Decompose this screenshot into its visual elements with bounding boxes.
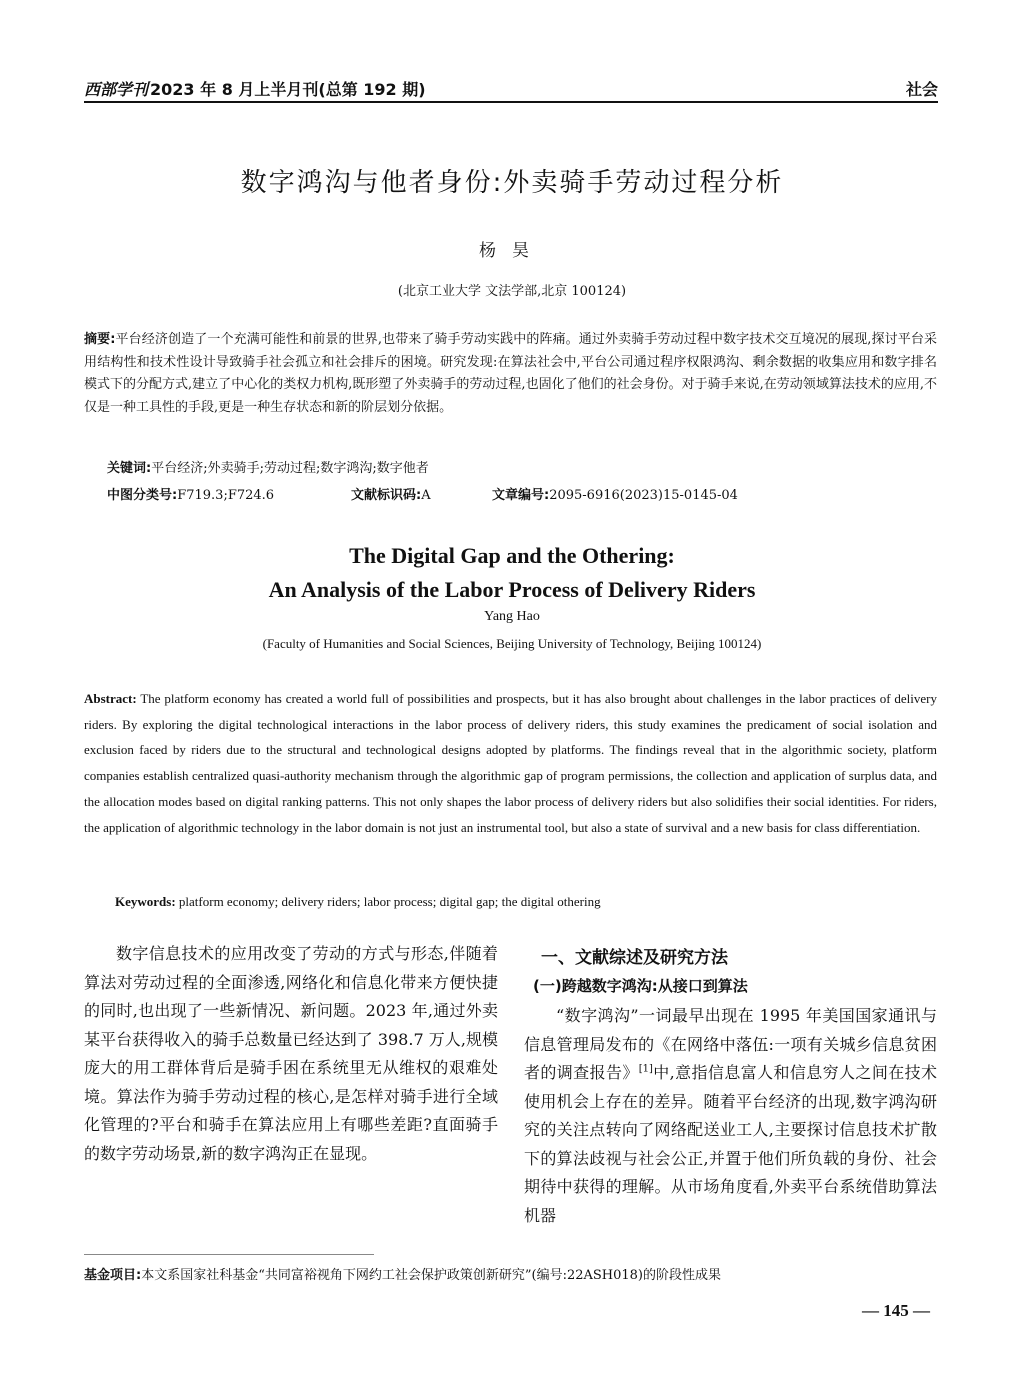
body-left-column: 数字信息技术的应用改变了劳动的方式与形态,伴随着算法对劳动过程的全面渗透,网络化和信息化带来方便快捷的同时,也出现了一些新情况、新问题。2023 年,通过外卖某平台获得收入的骑手总数量已经达到了 398.7 万人,规模庞大的用工群体背后是骑手困在系统里无从维权的艰难处境。算法作为骑手劳动过程的核心,是怎样对骑手进行全域化管理的?平台和骑手在算法应用上有哪些差距?直面骑手的数字劳动场景,新的数字鸿沟正在显现。 <box>84 944 498 1163</box>
clc-value: F719.3;F724.6 <box>177 488 275 503</box>
affiliation-en: (Faculty of Humanities and Social Sciences, Beijing University of Technology, Beijing 100124) <box>262 636 762 651</box>
abstract-zh <box>84 329 937 419</box>
author-zh: 杨昊 <box>479 241 545 261</box>
clc-number <box>107 486 351 506</box>
funding-label: 基金项目: <box>84 1268 142 1283</box>
article-label: 文章编号: <box>492 488 550 503</box>
body-right-column <box>524 944 937 1230</box>
keywords-en-label: Keywords: <box>115 894 176 909</box>
title-en-line2: An Analysis of the Labor Process of Delivery Riders <box>268 577 756 602</box>
journal-logo: 西部学刊 <box>84 80 149 99</box>
subsection-heading: (一)跨越数字鸿沟:从接口到算法 <box>533 977 748 995</box>
author-en: Yang Hao <box>484 609 540 624</box>
paragraph-text-2: 中,意指信息富人和信息穷人之间在技术使用机会上存在的差异。随着平台经济的出现,数字鸿沟研究的关注点转向了网络配送业工人,主要探讨信息技术扩散下的算法歧视与社会公正,并置于他们所负载的身份、社会期待中获得的理解。从市场角度看,外卖平台系统借助算法机器 <box>524 1063 937 1225</box>
keywords-zh-text: 平台经济;外卖骑手;劳动过程;数字鸿沟;数字他者 <box>151 461 429 476</box>
affiliation-zh: (北京工业大学 文法学部,北京 100124) <box>397 284 627 299</box>
title-en-line1: The Digital Gap and the Othering: <box>349 543 675 568</box>
issue-info: 2023 年 8 月上半月刊(总第 192 期) <box>150 80 426 99</box>
section-name: 社会 <box>905 80 938 99</box>
abstract-en <box>84 686 937 840</box>
keywords-zh <box>107 459 937 479</box>
header-rule <box>84 101 938 103</box>
funding-note <box>84 1266 944 1286</box>
classification-meta <box>107 486 937 506</box>
abstract-en-text: The platform economy has created a world full of possibilities and prospects, but it has also brought about challenges in the labor practices of delivery riders. By exploring the digital technological interactions in the labor process of delivery riders, this study examines the predicament of social isolation and exclusion faced by riders due to the structural and technological designs adopted by platforms. The findings reveal that in the algorithmic society, platform companies establish centralized quasi-authority mechanism through the algorithmic gap of program permissions, the collection and application of surplus data, and the allocation modes based on digital ranking patterns. This not only shapes the labor process of delivery riders but also solidifies their social identities. For riders, the application of algorithmic technology in the labor domain is not just an instrumental tool, but also a state of survival and a new basis for class differentiation. <box>84 691 938 835</box>
footnote-rule <box>84 1254 374 1255</box>
paragraph-text-1: “数字鸿沟”一词最早出现在 1995 年美国国家通讯与信息管理局发布的《在网络中落伍:一项有关城乡信息贫困者的调查报告》 <box>524 1006 937 1082</box>
abstract-en-label: Abstract: <box>84 691 137 706</box>
article-value: 2095-6916(2023)15-0145-04 <box>549 488 738 503</box>
citation-ref[interactable]: [1] <box>638 1063 653 1075</box>
doc-code <box>351 486 492 506</box>
title-zh: 数字鸿沟与他者身份:外卖骑手劳动过程分析 <box>240 168 784 198</box>
title-en <box>0 539 1024 607</box>
section-paragraph <box>524 1002 937 1230</box>
journal-issue <box>84 77 426 100</box>
section-heading: 一、文献综述及研究方法 <box>541 948 728 968</box>
article-number <box>492 486 738 506</box>
clc-label: 中图分类号: <box>107 488 178 503</box>
keywords-en <box>115 892 937 912</box>
abstract-zh-label: 摘要: <box>84 332 116 347</box>
running-header <box>84 70 938 100</box>
keywords-zh-label: 关键词: <box>107 461 152 476</box>
doc-value: A <box>421 488 431 503</box>
page-number: — 145 — <box>862 1301 930 1320</box>
funding-text: 本文系国家社科基金“共同富裕视角下网约工社会保护政策创新研究”(编号:22ASH018)的阶段性成果 <box>141 1268 722 1283</box>
abstract-zh-text: 平台经济创造了一个充满可能性和前景的世界,也带来了骑手劳动实践中的阵痛。通过外卖骑手劳动过程中数字技术交互境况的展现,探讨平台采用结构性和技术性设计导致骑手社会孤立和社会排斥的困境。研究发现:在算法社会中,平台公司通过程序权限鸿沟、剩余数据的收集应用和数字排名模式下的分配方式,建立了中心化的类权力机构,既形塑了外卖骑手的劳动过程,也固化了他们的社会身份。对于骑手来说,在劳动领域算法技术的应用,不仅是一种工具性的手段,更是一种生存状态和新的阶层划分依据。 <box>84 332 938 415</box>
doc-label: 文献标识码: <box>351 488 422 503</box>
keywords-en-text: platform economy; delivery riders; labor process; digital gap; the digital othering <box>178 894 601 909</box>
